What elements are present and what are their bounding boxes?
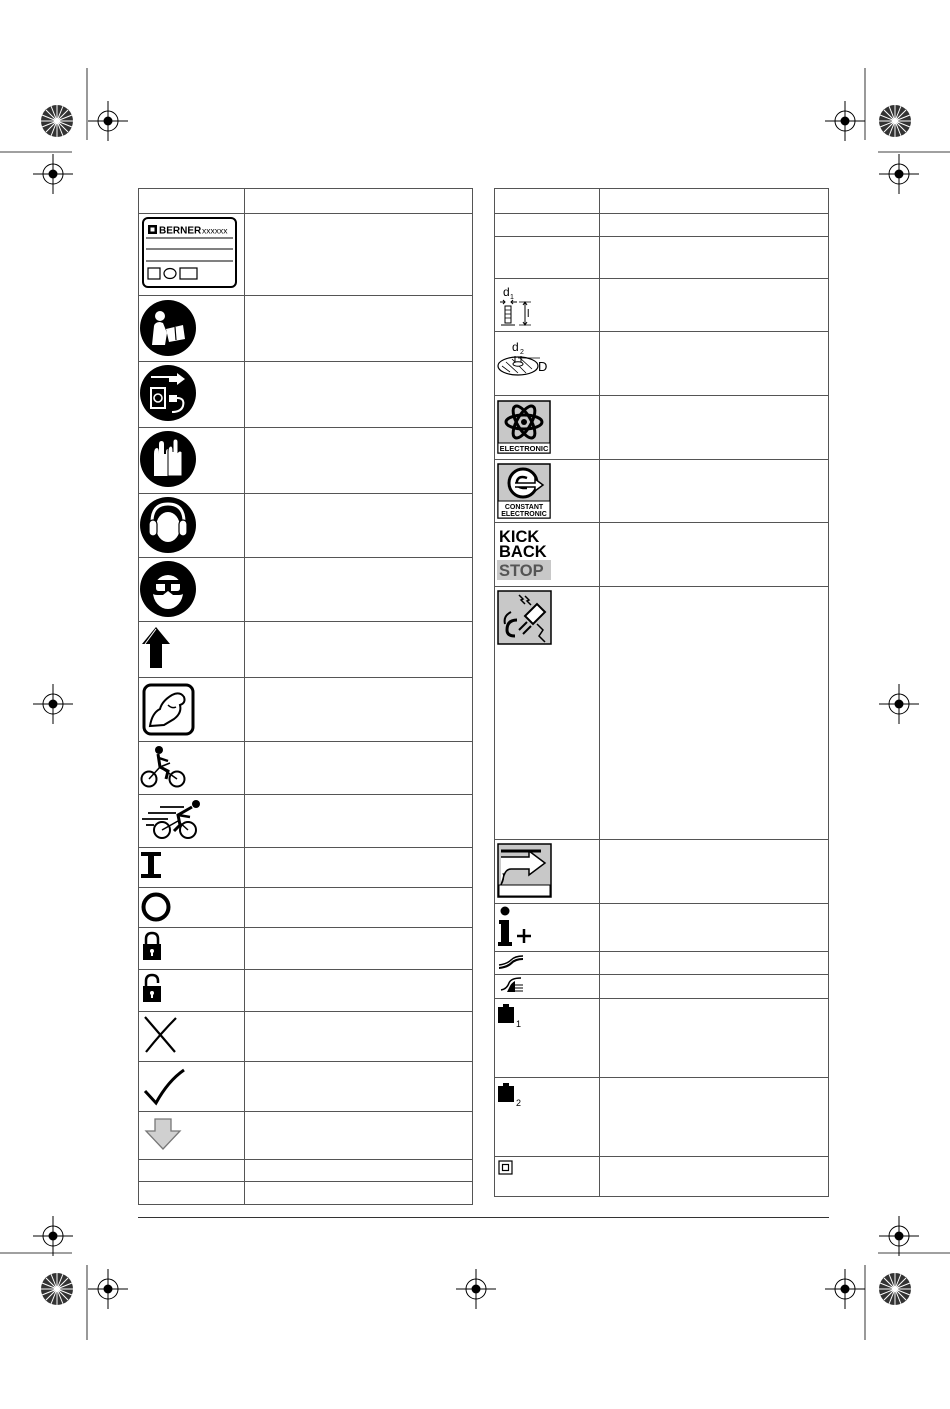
l-label: l	[527, 308, 530, 320]
table-row	[495, 951, 828, 974]
arrow-down-icon	[144, 1117, 184, 1151]
table-row	[139, 1111, 472, 1159]
on-switch-icon	[140, 851, 164, 879]
d1-label: d	[503, 285, 510, 299]
D-label: D	[538, 359, 548, 374]
info-plus-icon	[497, 906, 537, 948]
soft-start-icon	[497, 843, 553, 899]
kickback-stop-icon	[497, 526, 551, 580]
cyclist-fast-icon	[140, 797, 204, 841]
table-row	[139, 741, 472, 794]
electronic-text-2: ELECTRONIC	[501, 511, 547, 518]
weight-2-sub: 2	[516, 1098, 522, 1108]
disc-diameter-icon	[496, 338, 552, 382]
weight-1-icon	[497, 1003, 525, 1029]
electronic-text: ELECTRONIC	[499, 444, 549, 453]
weight-1-sub: 1	[516, 1019, 522, 1029]
table-row	[495, 213, 828, 236]
table-row	[495, 903, 828, 951]
footer-rule	[138, 1217, 829, 1218]
table-row	[495, 974, 828, 998]
d1-sub: 1	[510, 294, 514, 301]
table-row	[495, 998, 828, 1077]
back-text: BACK	[499, 543, 547, 561]
stop-text: STOP	[499, 562, 544, 580]
high-speed-icon	[497, 975, 525, 995]
table-row	[139, 1061, 472, 1111]
weight-2-icon	[497, 1082, 525, 1108]
table-row	[495, 236, 828, 278]
lock-closed-icon	[141, 930, 163, 962]
arrow-up-icon	[140, 624, 180, 670]
table-row	[139, 969, 472, 1011]
overload-protection-icon	[497, 590, 553, 646]
cross-icon	[142, 1014, 180, 1054]
d2-sub: 2	[520, 349, 524, 356]
table-row	[495, 1077, 828, 1156]
table-header-row	[139, 189, 472, 213]
double-insulation-icon	[498, 1160, 514, 1176]
table-row	[495, 1156, 828, 1196]
table-row	[139, 927, 472, 969]
d2-label: d	[512, 340, 519, 354]
gloves-icon	[139, 430, 197, 488]
table-row	[139, 847, 472, 887]
table-row	[495, 278, 828, 331]
table-row	[139, 1011, 472, 1061]
read-manual-icon	[139, 299, 197, 357]
constant-electronic-icon	[497, 463, 551, 519]
kick-text: KICK	[499, 528, 540, 546]
electronic-icon	[497, 400, 551, 454]
table-row	[139, 887, 472, 927]
brand-text: BERNER	[159, 225, 202, 237]
eye-protection-icon	[139, 560, 197, 618]
table-row	[139, 1159, 472, 1181]
ear-protection-icon	[139, 496, 197, 554]
strength-arm-icon	[142, 683, 196, 737]
model-text: xxxxxx	[202, 225, 228, 236]
shank-diameter-icon	[497, 283, 541, 329]
table-header-row	[495, 189, 828, 213]
table-row	[139, 1181, 472, 1204]
table-row	[139, 621, 472, 677]
constant-text: CONSTANT	[504, 504, 544, 511]
label-nameplate-icon	[142, 217, 238, 289]
off-switch-icon	[140, 891, 172, 923]
checkmark-icon	[142, 1067, 186, 1107]
low-speed-icon	[497, 952, 525, 970]
cyclist-slow-icon	[140, 745, 188, 789]
unplug-icon	[139, 364, 197, 422]
lock-open-icon	[141, 972, 163, 1004]
